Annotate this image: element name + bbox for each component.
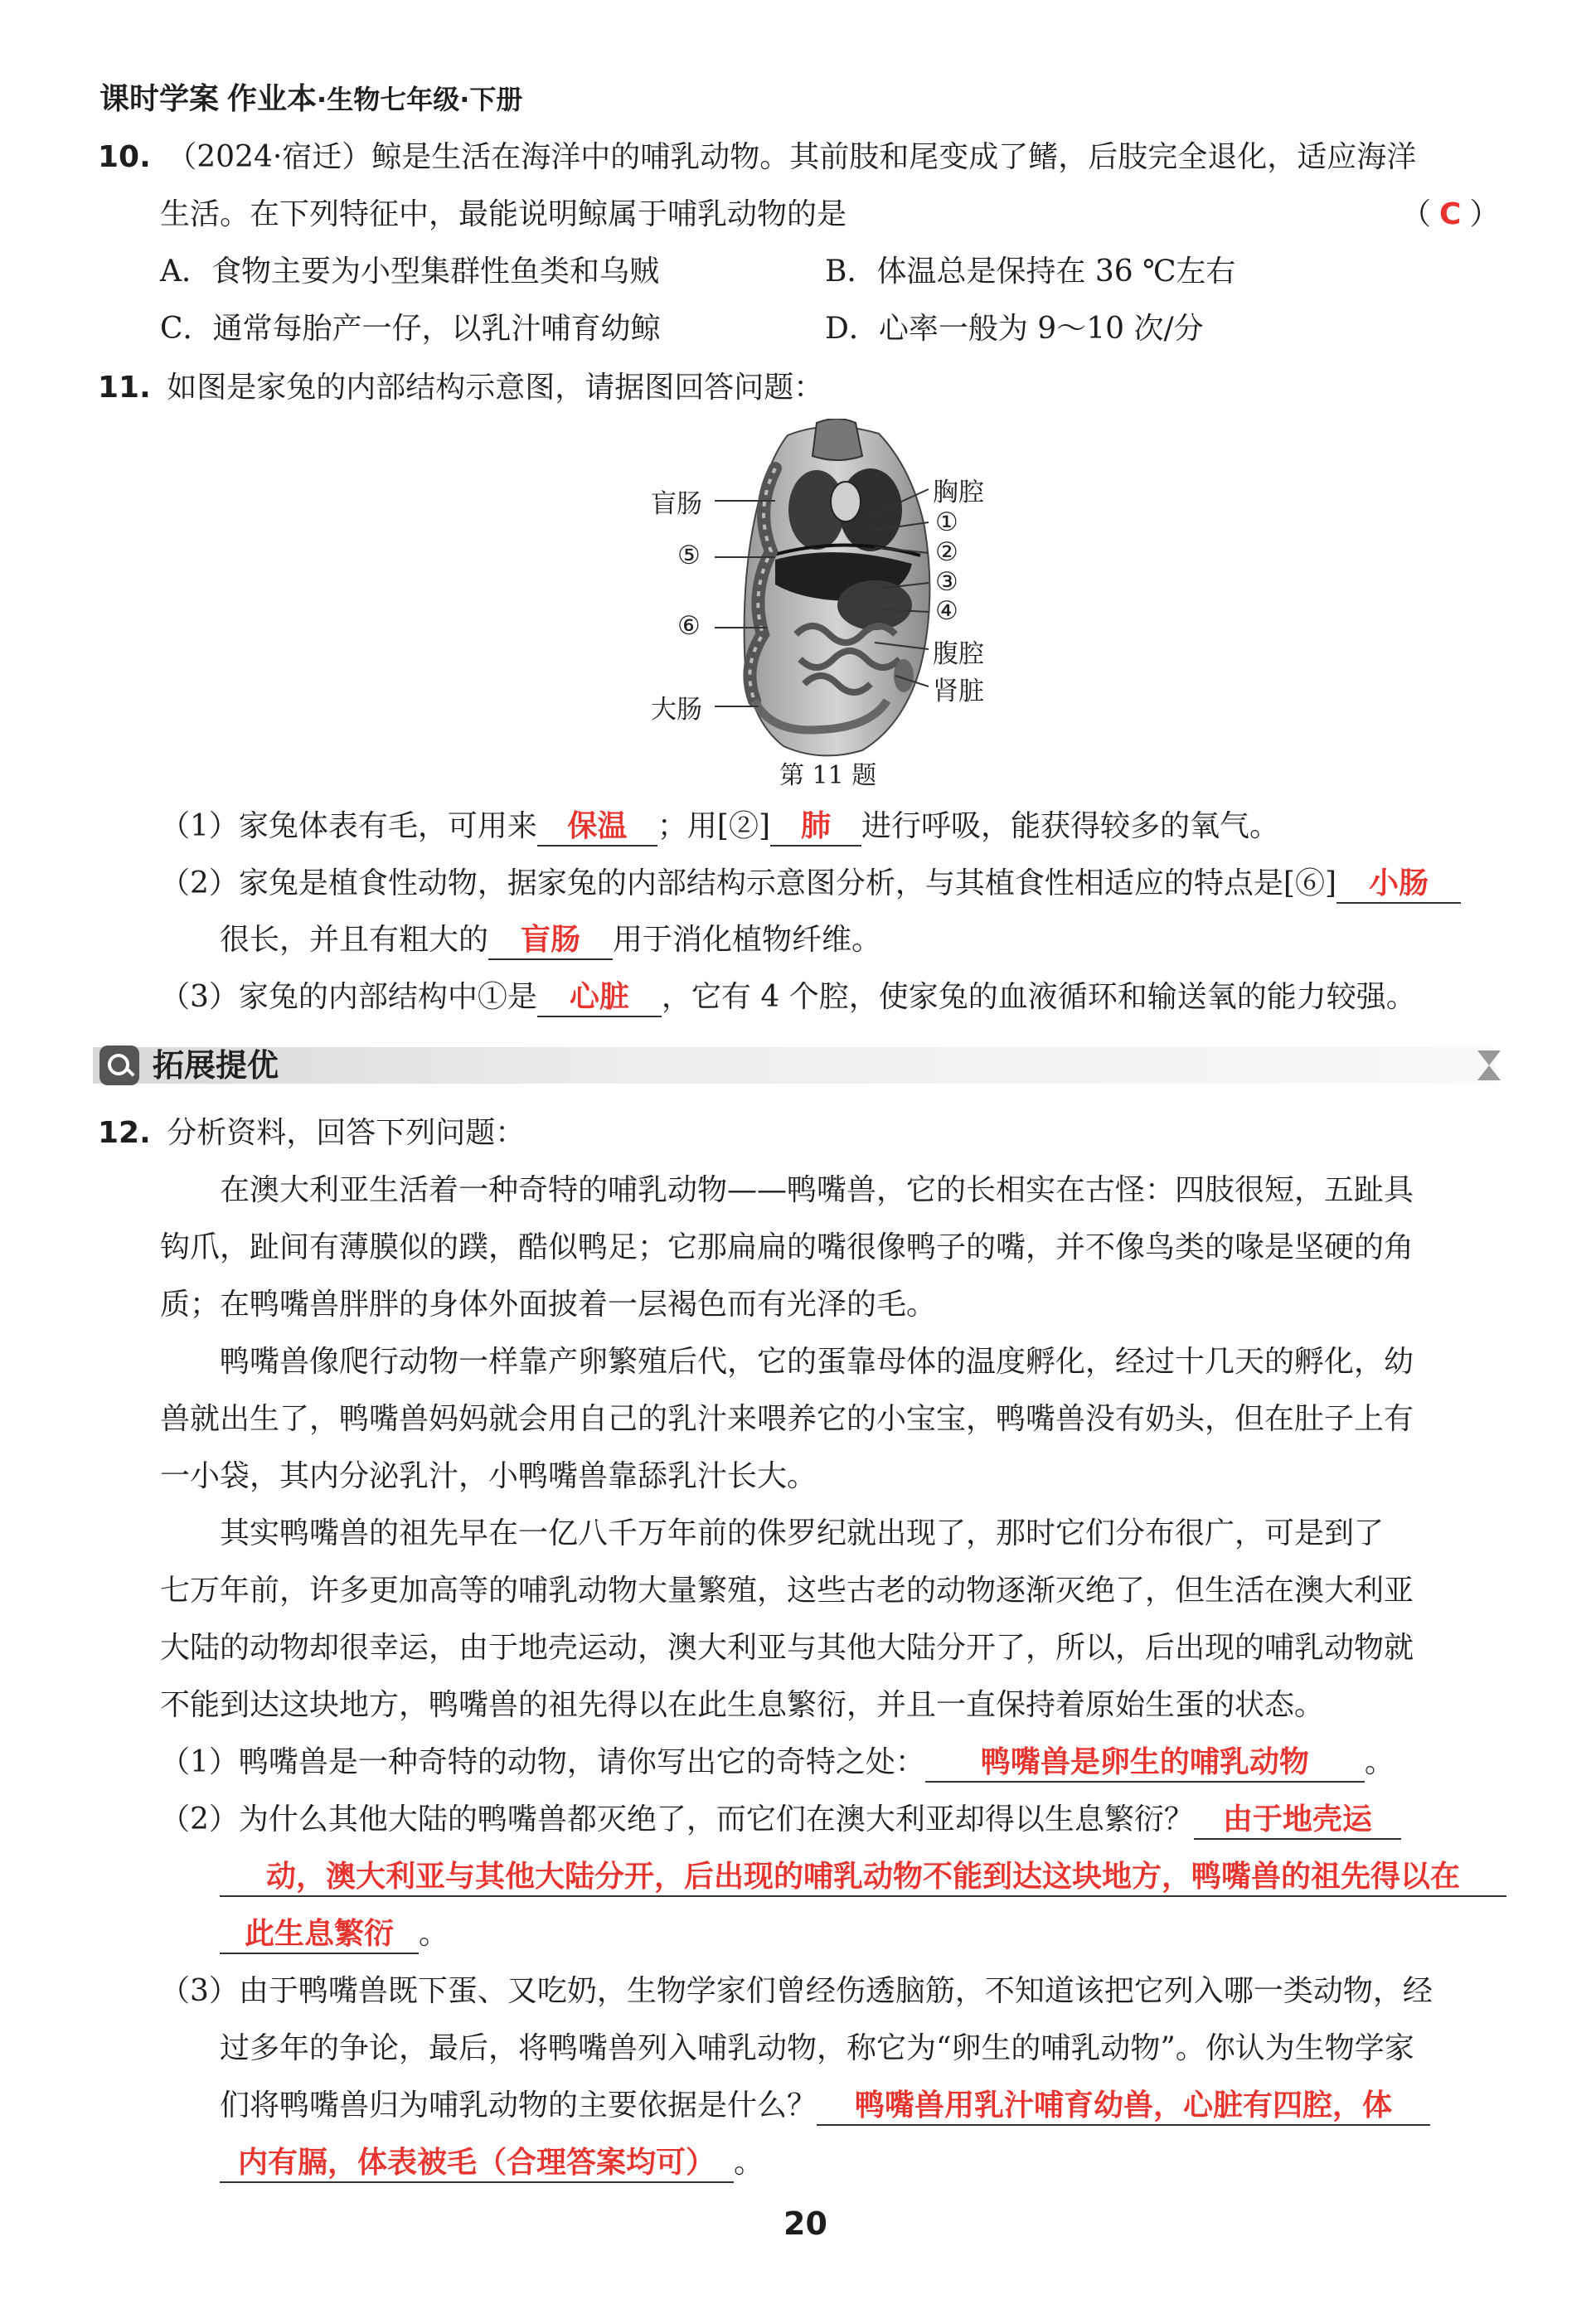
q12-part2-l3: 此生息繁衍 。 bbox=[220, 1916, 449, 1954]
q11-part2: （2）家兔是植食性动物，据家兔的内部结构示意图分析，与其植食性相适应的特点是[⑥] 小肠 bbox=[160, 866, 1461, 904]
label-fuqiang: 腹腔 bbox=[933, 639, 984, 669]
q12-para2-l3: 一小袋，其内分泌乳汁，小鸭嘴兽靠舔乳汁长大。 bbox=[160, 1459, 817, 1493]
q12-p1-answer: 鸭嘴兽是卵生的哺乳动物 bbox=[925, 1744, 1365, 1783]
q11-part3: （3）家兔的内部结构中①是 心脏 ，它有 4 个腔，使家兔的血液循环和输送氧的能力较强。 bbox=[160, 979, 1416, 1017]
q12-para1-l3: 质；在鸭嘴兽胖胖的身体外面披着一层褐色而有光泽的毛。 bbox=[160, 1288, 937, 1322]
q12-part3-l4: 内有膈，体表被毛（合理答案均可） 。 bbox=[220, 2145, 764, 2183]
q12-para3-l4: 不能到达这块地方，鸭嘴兽的祖先得以在此生息繁衍，并且一直保持着原始生蛋的状态。 bbox=[160, 1688, 1325, 1722]
q12-part2-l2 bbox=[220, 1859, 1506, 1897]
q12-p3-answer-l1: 鸭嘴兽用乳汁哺育幼兽，心脏有四腔，体 bbox=[817, 2088, 1430, 2126]
label-2: ② bbox=[935, 537, 958, 567]
q12-stem: 分析资料，回答下列问题： bbox=[167, 1116, 526, 1150]
header-subject: ·生物七年级·下册 bbox=[317, 84, 523, 115]
label-6: ⑥ bbox=[677, 611, 701, 641]
q10-option-b: B．体温总是保持在 36 ℃左右 bbox=[825, 255, 1236, 289]
label-dachang: 大肠 bbox=[651, 695, 702, 725]
figure-caption: 第 11 题 bbox=[779, 761, 877, 790]
q11-p2-answer1: 小肠 bbox=[1336, 866, 1461, 904]
q11-number: 11. bbox=[98, 371, 151, 405]
q12-p2-answer-l1: 由于地壳运 bbox=[1194, 1802, 1401, 1840]
q10-option-c: C．通常每胎产一仔，以乳汁哺育幼鲸 bbox=[160, 312, 661, 346]
q11-p1-answer2: 肺 bbox=[770, 808, 861, 847]
q10-option-a: A．食物主要为小型集群性鱼类和乌贼 bbox=[160, 255, 659, 289]
rabbit-leaders bbox=[0, 0, 1596, 829]
q11-p3-answer: 心脏 bbox=[537, 979, 662, 1017]
section-header bbox=[93, 1041, 1506, 1089]
hourglass-icon bbox=[1477, 1050, 1501, 1065]
label-xiongqiang: 胸腔 bbox=[933, 478, 984, 507]
q12-para3-l1: 其实鸭嘴兽的祖先早在一亿八千万年前的侏罗纪就出现了，那时它们分布很广，可是到了 bbox=[220, 1516, 1385, 1550]
q11-part2-line2: 很长，并且有粗大的 盲肠 用于消化植物纤维。 bbox=[220, 922, 881, 960]
q11-p1-answer1: 保温 bbox=[537, 808, 657, 847]
q12-para2-l1: 鸭嘴兽像爬行动物一样靠产卵繁殖后代，它的蛋靠母体的温度孵化，经过十几天的孵化，幼 bbox=[220, 1345, 1414, 1379]
page-number: 20 bbox=[783, 2205, 827, 2242]
q12-p3-answer-l2: 内有膈，体表被毛（合理答案均可） bbox=[220, 2145, 734, 2183]
q10-stem-line1: （2024·宿迁）鲸是生活在海洋中的哺乳动物。其前肢和尾变成了鳍，后肢完全退化，适应海洋 bbox=[167, 140, 1417, 174]
label-3: ③ bbox=[935, 567, 958, 597]
magnifier-icon bbox=[99, 1045, 139, 1085]
header-brand: 课时学案 bbox=[99, 82, 220, 116]
q12-part3-l3: 们将鸭嘴兽归为哺乳动物的主要依据是什么？ 鸭嘴兽用乳汁哺育幼兽，心脏有四腔，体 bbox=[220, 2088, 1430, 2126]
q12-part3-l1: （3）由于鸭嘴兽既下蛋、又吃奶，生物学家们曾经伤透脑筋，不知道该把它列入哪一类动物，经 bbox=[160, 1974, 1433, 2008]
q12-part3-l2: 过多年的争论，最后，将鸭嘴兽列入哺乳动物，称它为“卵生的哺乳动物”。你认为生物学家 bbox=[220, 2031, 1414, 2065]
q12-p2-answer-l3: 此生息繁衍 bbox=[220, 1916, 419, 1954]
q12-part2: （2）为什么其他大陆的鸭嘴兽都灭绝了，而它们在澳大利亚却得以生息繁衍？ 由于地壳运 bbox=[160, 1802, 1401, 1840]
q12-line bbox=[98, 1115, 525, 1152]
label-mangchang: 盲肠 bbox=[651, 489, 702, 519]
q11-p2-answer2: 盲肠 bbox=[488, 922, 613, 960]
label-5: ⑤ bbox=[677, 541, 701, 570]
q12-para1-l1: 在澳大利亚生活着一种奇特的哺乳动物——鸭嘴兽，它的长相实在古怪：四肢很短，五趾具 bbox=[220, 1173, 1414, 1207]
label-shenzang: 肾脏 bbox=[933, 677, 984, 706]
q12-part1: （1）鸭嘴兽是一种奇特的动物，请你写出它的奇特之处： 鸭嘴兽是卵生的哺乳动物 。 bbox=[160, 1744, 1395, 1783]
header-book: 作业本 bbox=[227, 82, 318, 116]
q11-part1: （1）家兔体表有毛，可用来 保温 ；用[②] 肺 进行呼吸，能获得较多的氧气。 bbox=[160, 808, 1279, 847]
q10-answer: C bbox=[1439, 197, 1462, 231]
label-1: ① bbox=[935, 507, 958, 537]
section-bar bbox=[93, 1047, 1494, 1084]
q10-number: 10. bbox=[98, 140, 151, 174]
q10-option-d: D．心率一般为 9～10 次/分 bbox=[825, 312, 1204, 346]
q12-para2-l2: 兽就出生了，鸭嘴兽妈妈就会用自己的乳汁来喂养它的小宝宝，鸭嘴兽没有奶头，但在肚子上有 bbox=[160, 1402, 1414, 1436]
q10-answer-paren: （ C ） bbox=[1401, 197, 1500, 231]
q12-para3-l3: 大陆的动物却很幸运，由于地壳运动，澳大利亚与其他大陆分开了，所以，后出现的哺乳动物就 bbox=[160, 1631, 1414, 1665]
q10-stem-line2: 生活。在下列特征中，最能说明鲸属于哺乳动物的是 bbox=[160, 197, 847, 231]
q12-para1-l2: 钩爪，趾间有薄膜似的蹼，酷似鸭足；它那扁扁的嘴很像鸭子的嘴，并不像鸟类的喙是坚硬的角 bbox=[160, 1230, 1414, 1264]
q12-number: 12. bbox=[98, 1116, 151, 1150]
section-title: 拓展提优 bbox=[153, 1047, 279, 1084]
q12-p2-answer-l2: 动，澳大利亚与其他大陆分开，后出现的哺乳动物不能到达这块地方，鸭嘴兽的祖先得以在 bbox=[220, 1859, 1506, 1897]
q11-stem: 如图是家兔的内部结构示意图，请据图回答问题： bbox=[167, 371, 824, 405]
q12-para3-l2: 七万年前，许多更加高等的哺乳动物大量繁殖，这些古老的动物逐渐灭绝了，但生活在澳大利亚 bbox=[160, 1574, 1414, 1608]
label-4: ④ bbox=[935, 596, 958, 626]
